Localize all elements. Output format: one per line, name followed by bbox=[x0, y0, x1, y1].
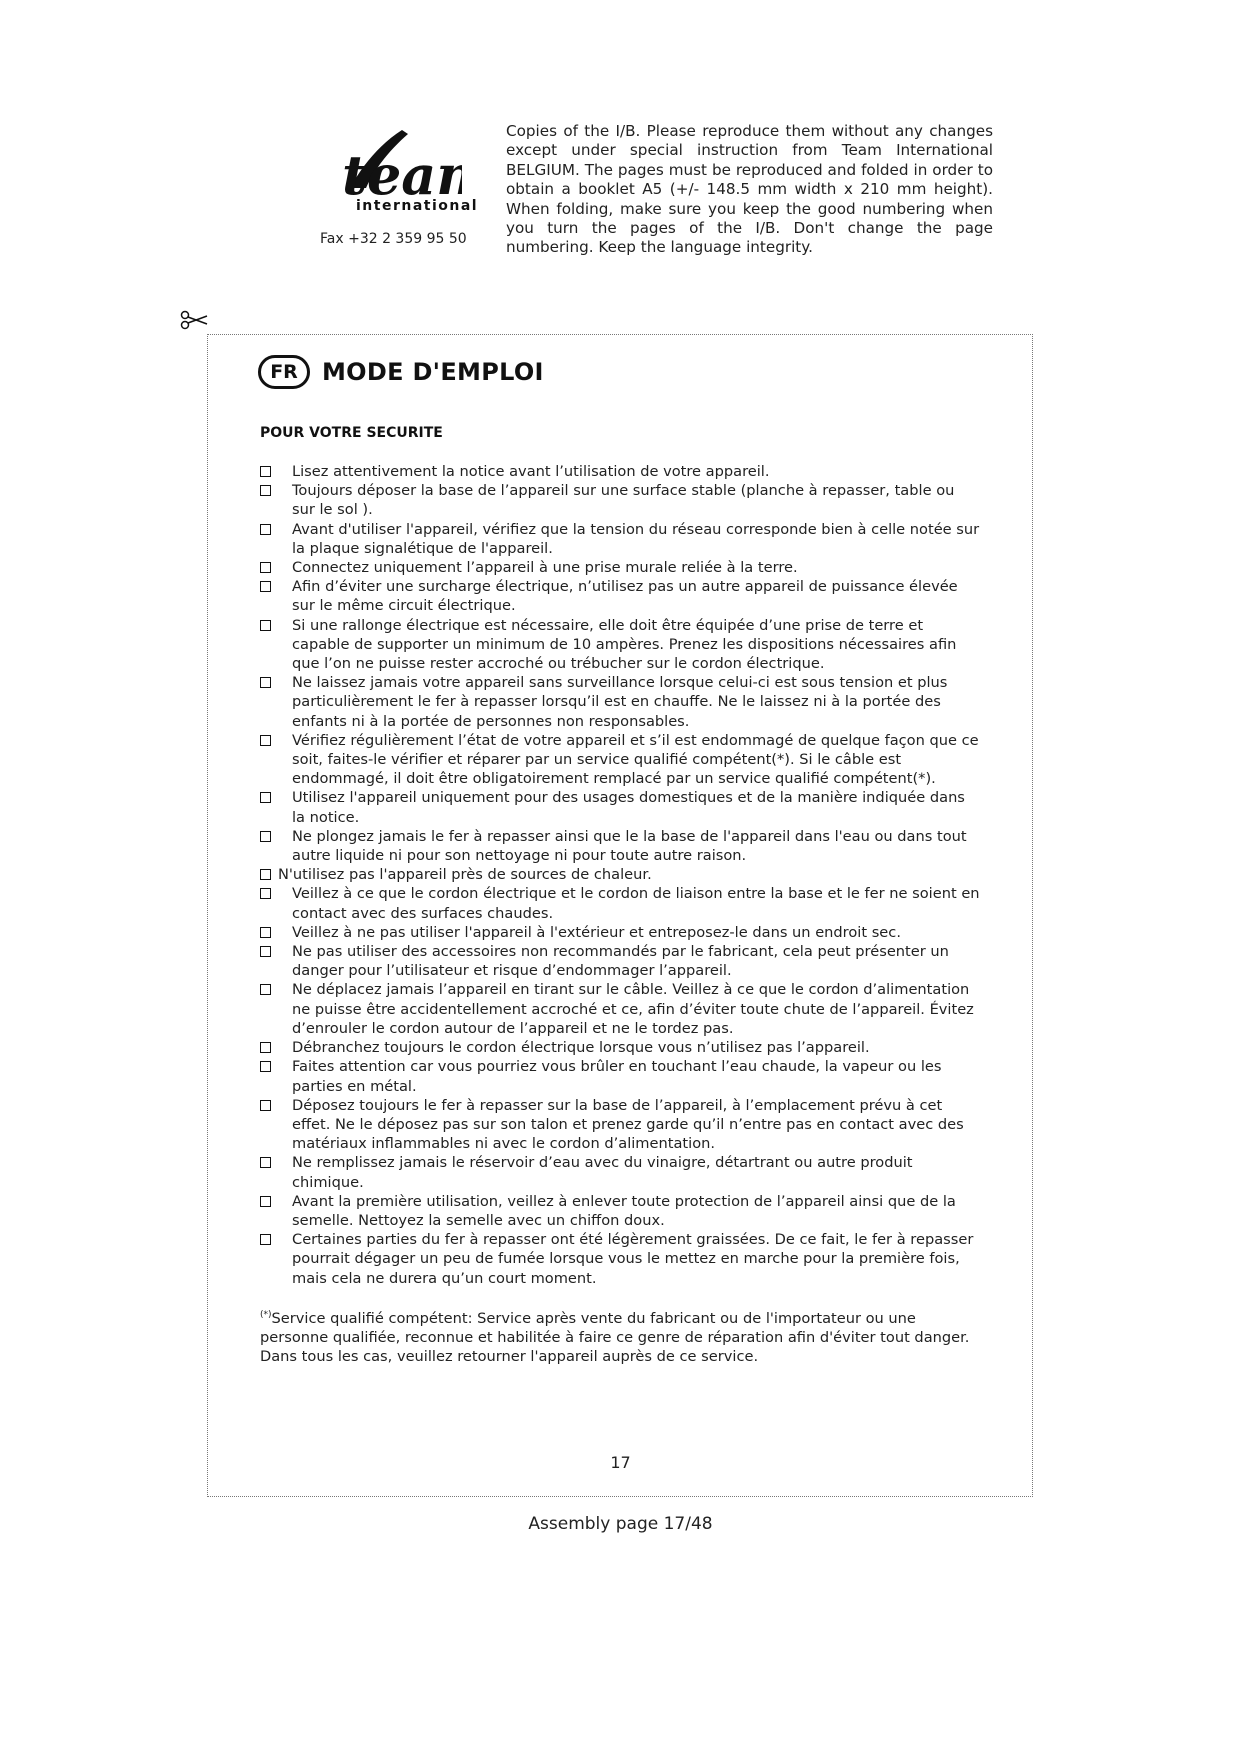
logo-subtext: international bbox=[356, 198, 479, 214]
checkbox-icon bbox=[260, 869, 271, 880]
team-logo bbox=[320, 118, 479, 228]
list-item: Avant la première utilisation, veillez à enlever toute protection de l’appareil ainsi que de la semelle. Nettoyez la semelle avec un chiffon doux. bbox=[258, 1192, 980, 1230]
team-logo-wordmark bbox=[332, 126, 462, 204]
checkbox-icon bbox=[260, 466, 271, 477]
list-item: Débranchez toujours le cordon électrique lorsque vous n’utilisez pas l’appareil. bbox=[258, 1038, 980, 1057]
language-badge: FR bbox=[258, 355, 310, 389]
list-item: Connectez uniquement l’appareil à une prise murale reliée à la terre. bbox=[258, 558, 980, 577]
list-item: Si une rallonge électrique est nécessaire, elle doit être équipée d’une prise de terre et capable de supporter un minimum de 10 ampères. Prenez les dispositions nécessaires afin que l’on ne puisse rester accroché ou trébucher sur le cordon électrique. bbox=[258, 616, 980, 674]
checkbox-icon bbox=[260, 581, 271, 592]
page-title: MODE D'EMPLOI bbox=[322, 358, 544, 386]
list-item: Faites attention car vous pourriez vous brûler en touchant l’eau chaude, la vapeur ou les parties en métal. bbox=[258, 1057, 980, 1095]
list-item: Ne pas utiliser des accessoires non recommandés par le fabricant, cela peut présenter un danger pour l’utilisateur et risque d’endommager l’appareil. bbox=[258, 942, 980, 980]
list-item: Avant d'utiliser l'appareil, vérifiez que la tension du réseau corresponde bien à celle notée sur la plaque signalétique de l'appareil. bbox=[258, 520, 980, 558]
footnote-mark: (*) bbox=[260, 1310, 272, 1320]
checkbox-icon bbox=[260, 620, 271, 631]
section-title: POUR VOTRE SECURITE bbox=[260, 425, 443, 441]
list-item: Ne plongez jamais le fer à repasser ainsi que le la base de l'appareil dans l'eau ou dans tout autre liquide ni pour son nettoyage ni pour toute autre raison. bbox=[258, 827, 980, 865]
page-title-row bbox=[258, 352, 544, 392]
list-item: Toujours déposer la base de l’appareil sur une surface stable (planche à repasser, table ou sur le sol ). bbox=[258, 481, 980, 519]
checkbox-icon bbox=[260, 946, 271, 957]
list-item: N'utilisez pas l'appareil près de sources de chaleur. bbox=[258, 865, 980, 884]
list-item: Utilisez l'appareil uniquement pour des usages domestiques et de la manière indiquée dans la notice. bbox=[258, 788, 980, 826]
list-item: Veillez à ne pas utiliser l'appareil à l'extérieur et entreposez-le dans un endroit sec. bbox=[258, 923, 980, 942]
list-item: Ne laissez jamais votre appareil sans surveillance lorsque celui-ci est sous tension et plus particulièrement le fer à repasser lorsqu’il est en chauffe. Ne le laissez ni à la portée des enfants ni à la portée de personnes non responsables. bbox=[258, 673, 980, 731]
checkbox-icon bbox=[260, 1061, 271, 1072]
assembly-page-label: Assembly page 17/48 bbox=[528, 1514, 713, 1534]
safety-list bbox=[258, 462, 980, 1288]
scissors-icon bbox=[180, 310, 208, 330]
checkbox-icon bbox=[260, 735, 271, 746]
checkbox-icon bbox=[260, 485, 271, 496]
footnote-text: Service qualifié compétent: Service après vente du fabricant ou de l'importateur ou une personne qualifiée, reconnue et habilitée à faire ce genre de réparation afin d'éviter tout danger. Dans tous les cas, veuillez retourner l'appareil auprès de ce service. bbox=[260, 1309, 970, 1366]
checkbox-icon bbox=[260, 1157, 271, 1168]
checkbox-icon bbox=[260, 888, 271, 899]
list-item: Vérifiez régulièrement l’état de votre appareil et s’il est endommagé de quelque façon que ce soit, faites-le vérifier et réparer par un service qualifié compétent(*). Si le câble est endommagé, il doit être obligatoirement remplacé par un service qualifié compétent(*). bbox=[258, 731, 980, 789]
list-item: Déposez toujours le fer à repasser sur la base de l’appareil, à l’emplacement prévu à cet effet. Ne le déposez pas sur son talon et prenez garde qu’il n’entre pas en contact avec des matériaux inflammables ni avec le cordon d’alimentation. bbox=[258, 1096, 980, 1154]
list-item: Veillez à ce que le cordon électrique et le cordon de liaison entre la base et le fer ne soient en contact avec des surfaces chaudes. bbox=[258, 884, 980, 922]
reproduction-instruction: Copies of the I/B. Please reproduce them without any changes except under special instruction from Team International BELGIUM. The pages must be reproduced and folded in order to obtain a booklet A5 (+/- 148.5 mm width x 210 mm height). When folding, make sure you keep the good numbering when you turn the pages of the I/B. Don't change the page numbering. Keep the language integrity. bbox=[506, 122, 993, 257]
checkbox-icon bbox=[260, 677, 271, 688]
checkbox-icon bbox=[260, 831, 271, 842]
checkbox-icon bbox=[260, 524, 271, 535]
fax-number: Fax +32 2 359 95 50 bbox=[320, 231, 467, 247]
checkbox-icon bbox=[260, 1196, 271, 1207]
list-item: Certaines parties du fer à repasser ont été légèrement graissées. De ce fait, le fer à repasser pourrait dégager un peu de fumée lorsque vous le mettez en marche pour la première fois, mais cela ne durera qu’un court moment. bbox=[258, 1230, 980, 1288]
list-item: Ne remplissez jamais le réservoir d’eau avec du vinaigre, détartrant ou autre produit chimique. bbox=[258, 1153, 980, 1191]
checkbox-icon bbox=[260, 1042, 271, 1053]
team-logo-graphic bbox=[332, 126, 462, 204]
list-item: Lisez attentivement la notice avant l’utilisation de votre appareil. bbox=[258, 462, 980, 481]
checkbox-icon bbox=[260, 792, 271, 803]
list-item: Ne déplacez jamais l’appareil en tirant sur le câble. Veillez à ce que le cordon d’alimentation ne puisse être accidentellement accroché et ce, afin d’éviter toute chute de l’appareil. Évitez d’enrouler le cordon autour de l’appareil et ne le tordez pas. bbox=[258, 980, 980, 1038]
checkbox-icon bbox=[260, 1234, 271, 1245]
logo-text: tea bbox=[342, 143, 437, 204]
checkbox-icon bbox=[260, 562, 271, 573]
footnote bbox=[260, 1306, 982, 1366]
checkbox-icon bbox=[260, 984, 271, 995]
page-number: 17 bbox=[610, 1453, 631, 1472]
checkbox-icon bbox=[260, 927, 271, 938]
list-item: Afin d’éviter une surcharge électrique, n’utilisez pas un autre appareil de puissance élevée sur le même circuit électrique. bbox=[258, 577, 980, 615]
checkbox-icon bbox=[260, 1100, 271, 1111]
